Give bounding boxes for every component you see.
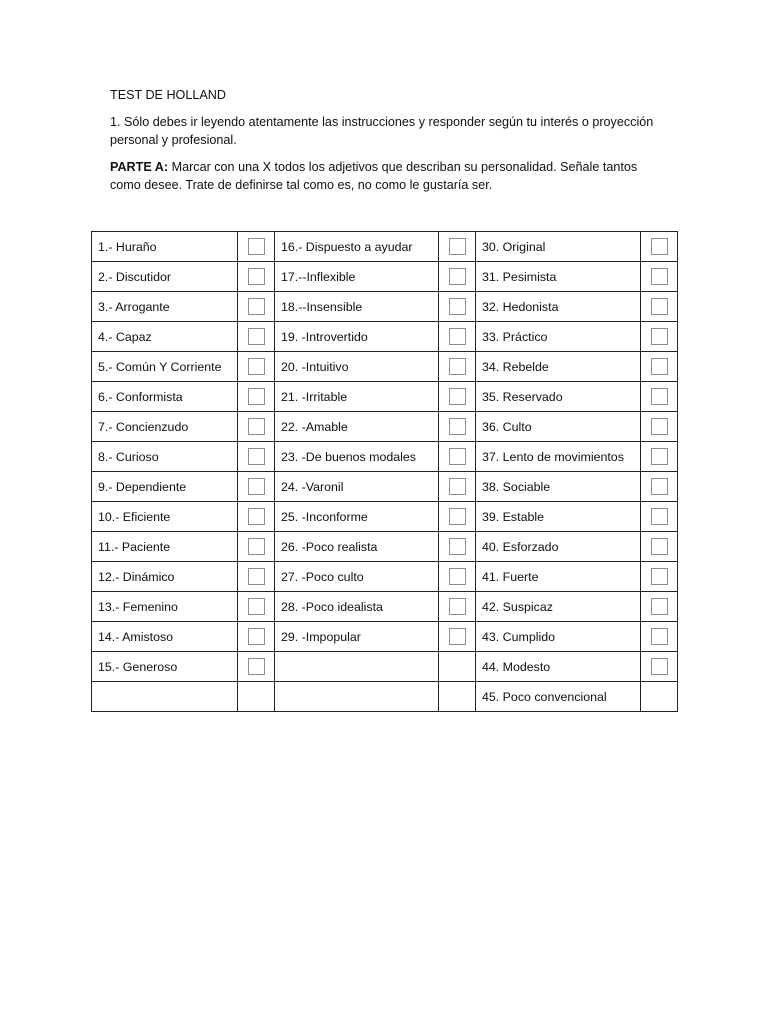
adjective-label: 11.- Paciente [92, 532, 238, 562]
adjective-checkbox[interactable] [449, 418, 466, 435]
adjective-checkbox[interactable] [651, 298, 668, 315]
checkbox-cell [641, 232, 678, 262]
adjective-checkbox[interactable] [248, 538, 265, 555]
adjective-checkbox[interactable] [248, 268, 265, 285]
adjective-checkbox[interactable] [449, 598, 466, 615]
adjective-label: 33. Práctico [476, 322, 641, 352]
checkbox-cell [641, 442, 678, 472]
adjective-label: 32. Hedonista [476, 292, 641, 322]
checkbox-cell [238, 562, 275, 592]
adjective-checkbox[interactable] [651, 418, 668, 435]
adjective-checkbox[interactable] [651, 268, 668, 285]
adjective-label: 26. -Poco realista [275, 532, 439, 562]
adjective-label: 5.- Común Y Corriente [92, 352, 238, 382]
checkbox-cell [439, 262, 476, 292]
checkbox-cell [641, 622, 678, 652]
table-row [92, 352, 678, 382]
adjective-checkbox[interactable] [248, 568, 265, 585]
adjective-label: 45. Poco convencional [476, 682, 641, 712]
adjective-checkbox[interactable] [449, 388, 466, 405]
table-row [92, 442, 678, 472]
adjective-label: 40. Esforzado [476, 532, 641, 562]
adjective-label: 31. Pesimista [476, 262, 641, 292]
adjective-checkbox[interactable] [248, 628, 265, 645]
table-row [92, 592, 678, 622]
checkbox-cell [238, 262, 275, 292]
checkbox-cell [238, 292, 275, 322]
adjective-label: 8.- Curioso [92, 442, 238, 472]
adjective-checkbox[interactable] [449, 508, 466, 525]
adjective-checkbox[interactable] [248, 298, 265, 315]
adjective-label: 34. Rebelde [476, 352, 641, 382]
checkbox-cell [439, 322, 476, 352]
adjective-label: 35. Reservado [476, 382, 641, 412]
adjective-checkbox[interactable] [651, 238, 668, 255]
adjective-label: 20. -Intuitivo [275, 352, 439, 382]
adjective-checkbox[interactable] [651, 358, 668, 375]
checkbox-cell [238, 352, 275, 382]
adjective-label [92, 682, 238, 712]
adjective-checkbox[interactable] [449, 628, 466, 645]
adjective-checkbox[interactable] [449, 478, 466, 495]
checkbox-cell [439, 622, 476, 652]
adjective-label: 23. -De buenos modales [275, 442, 439, 472]
checkbox-cell [641, 502, 678, 532]
checkbox-cell [439, 562, 476, 592]
adjective-checkbox[interactable] [651, 568, 668, 585]
checkbox-cell [238, 412, 275, 442]
adjective-label: 44. Modesto [476, 652, 641, 682]
checkbox-cell [238, 622, 275, 652]
checkbox-cell [641, 562, 678, 592]
adjective-checkbox[interactable] [449, 268, 466, 285]
checkbox-cell [238, 502, 275, 532]
table-row [92, 262, 678, 292]
table-row [92, 322, 678, 352]
adjective-label: 22. -Amable [275, 412, 439, 442]
adjective-checkbox[interactable] [651, 448, 668, 465]
adjective-label: 29. -Impopular [275, 622, 439, 652]
part-a-text: Marcar con una X todos los adjetivos que describan su personalidad. Señale tantos como desee. Trate de definirse tal como es, no como le gustaría ser. [110, 160, 638, 192]
table-row [92, 382, 678, 412]
checkbox-cell [641, 592, 678, 622]
adjective-label: 1.- Huraño [92, 232, 238, 262]
adjective-label: 43. Cumplido [476, 622, 641, 652]
checkbox-cell [641, 532, 678, 562]
table-row [92, 652, 678, 682]
adjective-label: 16.- Dispuesto a ayudar [275, 232, 439, 262]
adjective-checkbox[interactable] [651, 328, 668, 345]
adjective-checkbox[interactable] [248, 238, 265, 255]
checkbox-cell [238, 682, 275, 712]
checkbox-cell [439, 412, 476, 442]
adjective-label: 7.- Concienzudo [92, 412, 238, 442]
checkbox-cell [439, 652, 476, 682]
adjective-label: 39. Estable [476, 502, 641, 532]
adjective-checkbox[interactable] [248, 508, 265, 525]
adjective-label: 19. -Introvertido [275, 322, 439, 352]
adjective-checkbox[interactable] [449, 448, 466, 465]
table-row [92, 682, 678, 712]
table-row [92, 622, 678, 652]
adjective-checkbox[interactable] [651, 538, 668, 555]
part-a-instructions [110, 158, 670, 194]
adjective-checkbox[interactable] [449, 358, 466, 375]
adjective-label: 24. -Varonil [275, 472, 439, 502]
adjective-label: 30. Original [476, 232, 641, 262]
adjective-label: 6.- Conformista [92, 382, 238, 412]
adjective-checkbox[interactable] [248, 388, 265, 405]
adjective-checkbox[interactable] [651, 388, 668, 405]
adjective-checkbox[interactable] [449, 538, 466, 555]
checkbox-cell [641, 382, 678, 412]
checkbox-cell [238, 472, 275, 502]
checkbox-cell [439, 532, 476, 562]
adjective-label: 10.- Eficiente [92, 502, 238, 532]
checkbox-cell [641, 472, 678, 502]
adjective-label: 28. -Poco idealista [275, 592, 439, 622]
adjective-checkbox[interactable] [248, 658, 265, 675]
adjective-checkbox[interactable] [651, 508, 668, 525]
adjective-label: 36. Culto [476, 412, 641, 442]
checkbox-cell [238, 592, 275, 622]
adjective-checkbox[interactable] [449, 298, 466, 315]
adjective-label: 41. Fuerte [476, 562, 641, 592]
checkbox-cell [641, 352, 678, 382]
adjective-checkbox[interactable] [248, 478, 265, 495]
adjective-checkbox[interactable] [651, 478, 668, 495]
adjective-label: 25. -Inconforme [275, 502, 439, 532]
adjective-label: 37. Lento de movimientos [476, 442, 641, 472]
adjectives-table [91, 231, 678, 712]
checkbox-cell [238, 232, 275, 262]
checkbox-cell [238, 382, 275, 412]
checkbox-cell [439, 472, 476, 502]
checkbox-cell [238, 442, 275, 472]
instructions-text: 1. Sólo debes ir leyendo atentamente las instrucciones y responder según tu interés o proyección personal y profesional. [110, 115, 654, 147]
checkbox-cell [439, 502, 476, 532]
checkbox-cell [439, 232, 476, 262]
adjective-checkbox[interactable] [449, 238, 466, 255]
page-title: TEST DE HOLLAND [110, 88, 226, 102]
checkbox-cell [439, 292, 476, 322]
adjective-label: 13.- Femenino [92, 592, 238, 622]
adjective-checkbox[interactable] [651, 598, 668, 615]
adjective-checkbox[interactable] [449, 568, 466, 585]
checkbox-cell [641, 322, 678, 352]
adjective-label: 12.- Dinámico [92, 562, 238, 592]
adjective-label: 38. Sociable [476, 472, 641, 502]
adjective-label: 14.- Amistoso [92, 622, 238, 652]
checkbox-cell [641, 682, 678, 712]
checkbox-cell [641, 262, 678, 292]
adjective-checkbox[interactable] [651, 658, 668, 675]
adjective-label: 27. -Poco culto [275, 562, 439, 592]
checkbox-cell [238, 322, 275, 352]
document-header [110, 86, 670, 203]
table-row [92, 232, 678, 262]
adjective-checkbox[interactable] [248, 598, 265, 615]
adjective-label: 17.--Inflexible [275, 262, 439, 292]
adjective-checkbox[interactable] [248, 448, 265, 465]
adjective-label: 18.--Insensible [275, 292, 439, 322]
adjective-label: 9.- Dependiente [92, 472, 238, 502]
adjective-label [275, 682, 439, 712]
checkbox-cell [238, 532, 275, 562]
checkbox-cell [238, 652, 275, 682]
part-a-label: PARTE A: [110, 160, 169, 174]
adjective-checkbox[interactable] [248, 418, 265, 435]
adjective-checkbox[interactable] [248, 328, 265, 345]
adjective-label: 15.- Generoso [92, 652, 238, 682]
checkbox-cell [439, 592, 476, 622]
checkbox-cell [439, 382, 476, 412]
adjective-checkbox[interactable] [449, 328, 466, 345]
adjective-label: 42. Suspicaz [476, 592, 641, 622]
table-row [92, 412, 678, 442]
adjective-label: 3.- Arrogante [92, 292, 238, 322]
checkbox-cell [641, 292, 678, 322]
adjective-label [275, 652, 439, 682]
checkbox-cell [439, 682, 476, 712]
adjective-label: 21. -Irritable [275, 382, 439, 412]
table-row [92, 502, 678, 532]
checkbox-cell [641, 652, 678, 682]
adjective-label: 2.- Discutidor [92, 262, 238, 292]
table-row [92, 562, 678, 592]
adjective-label: 4.- Capaz [92, 322, 238, 352]
checkbox-cell [641, 412, 678, 442]
adjective-checkbox[interactable] [651, 628, 668, 645]
table-row [92, 532, 678, 562]
table-row [92, 292, 678, 322]
adjective-checkbox[interactable] [248, 358, 265, 375]
checkbox-cell [439, 442, 476, 472]
checkbox-cell [439, 352, 476, 382]
table-row [92, 472, 678, 502]
